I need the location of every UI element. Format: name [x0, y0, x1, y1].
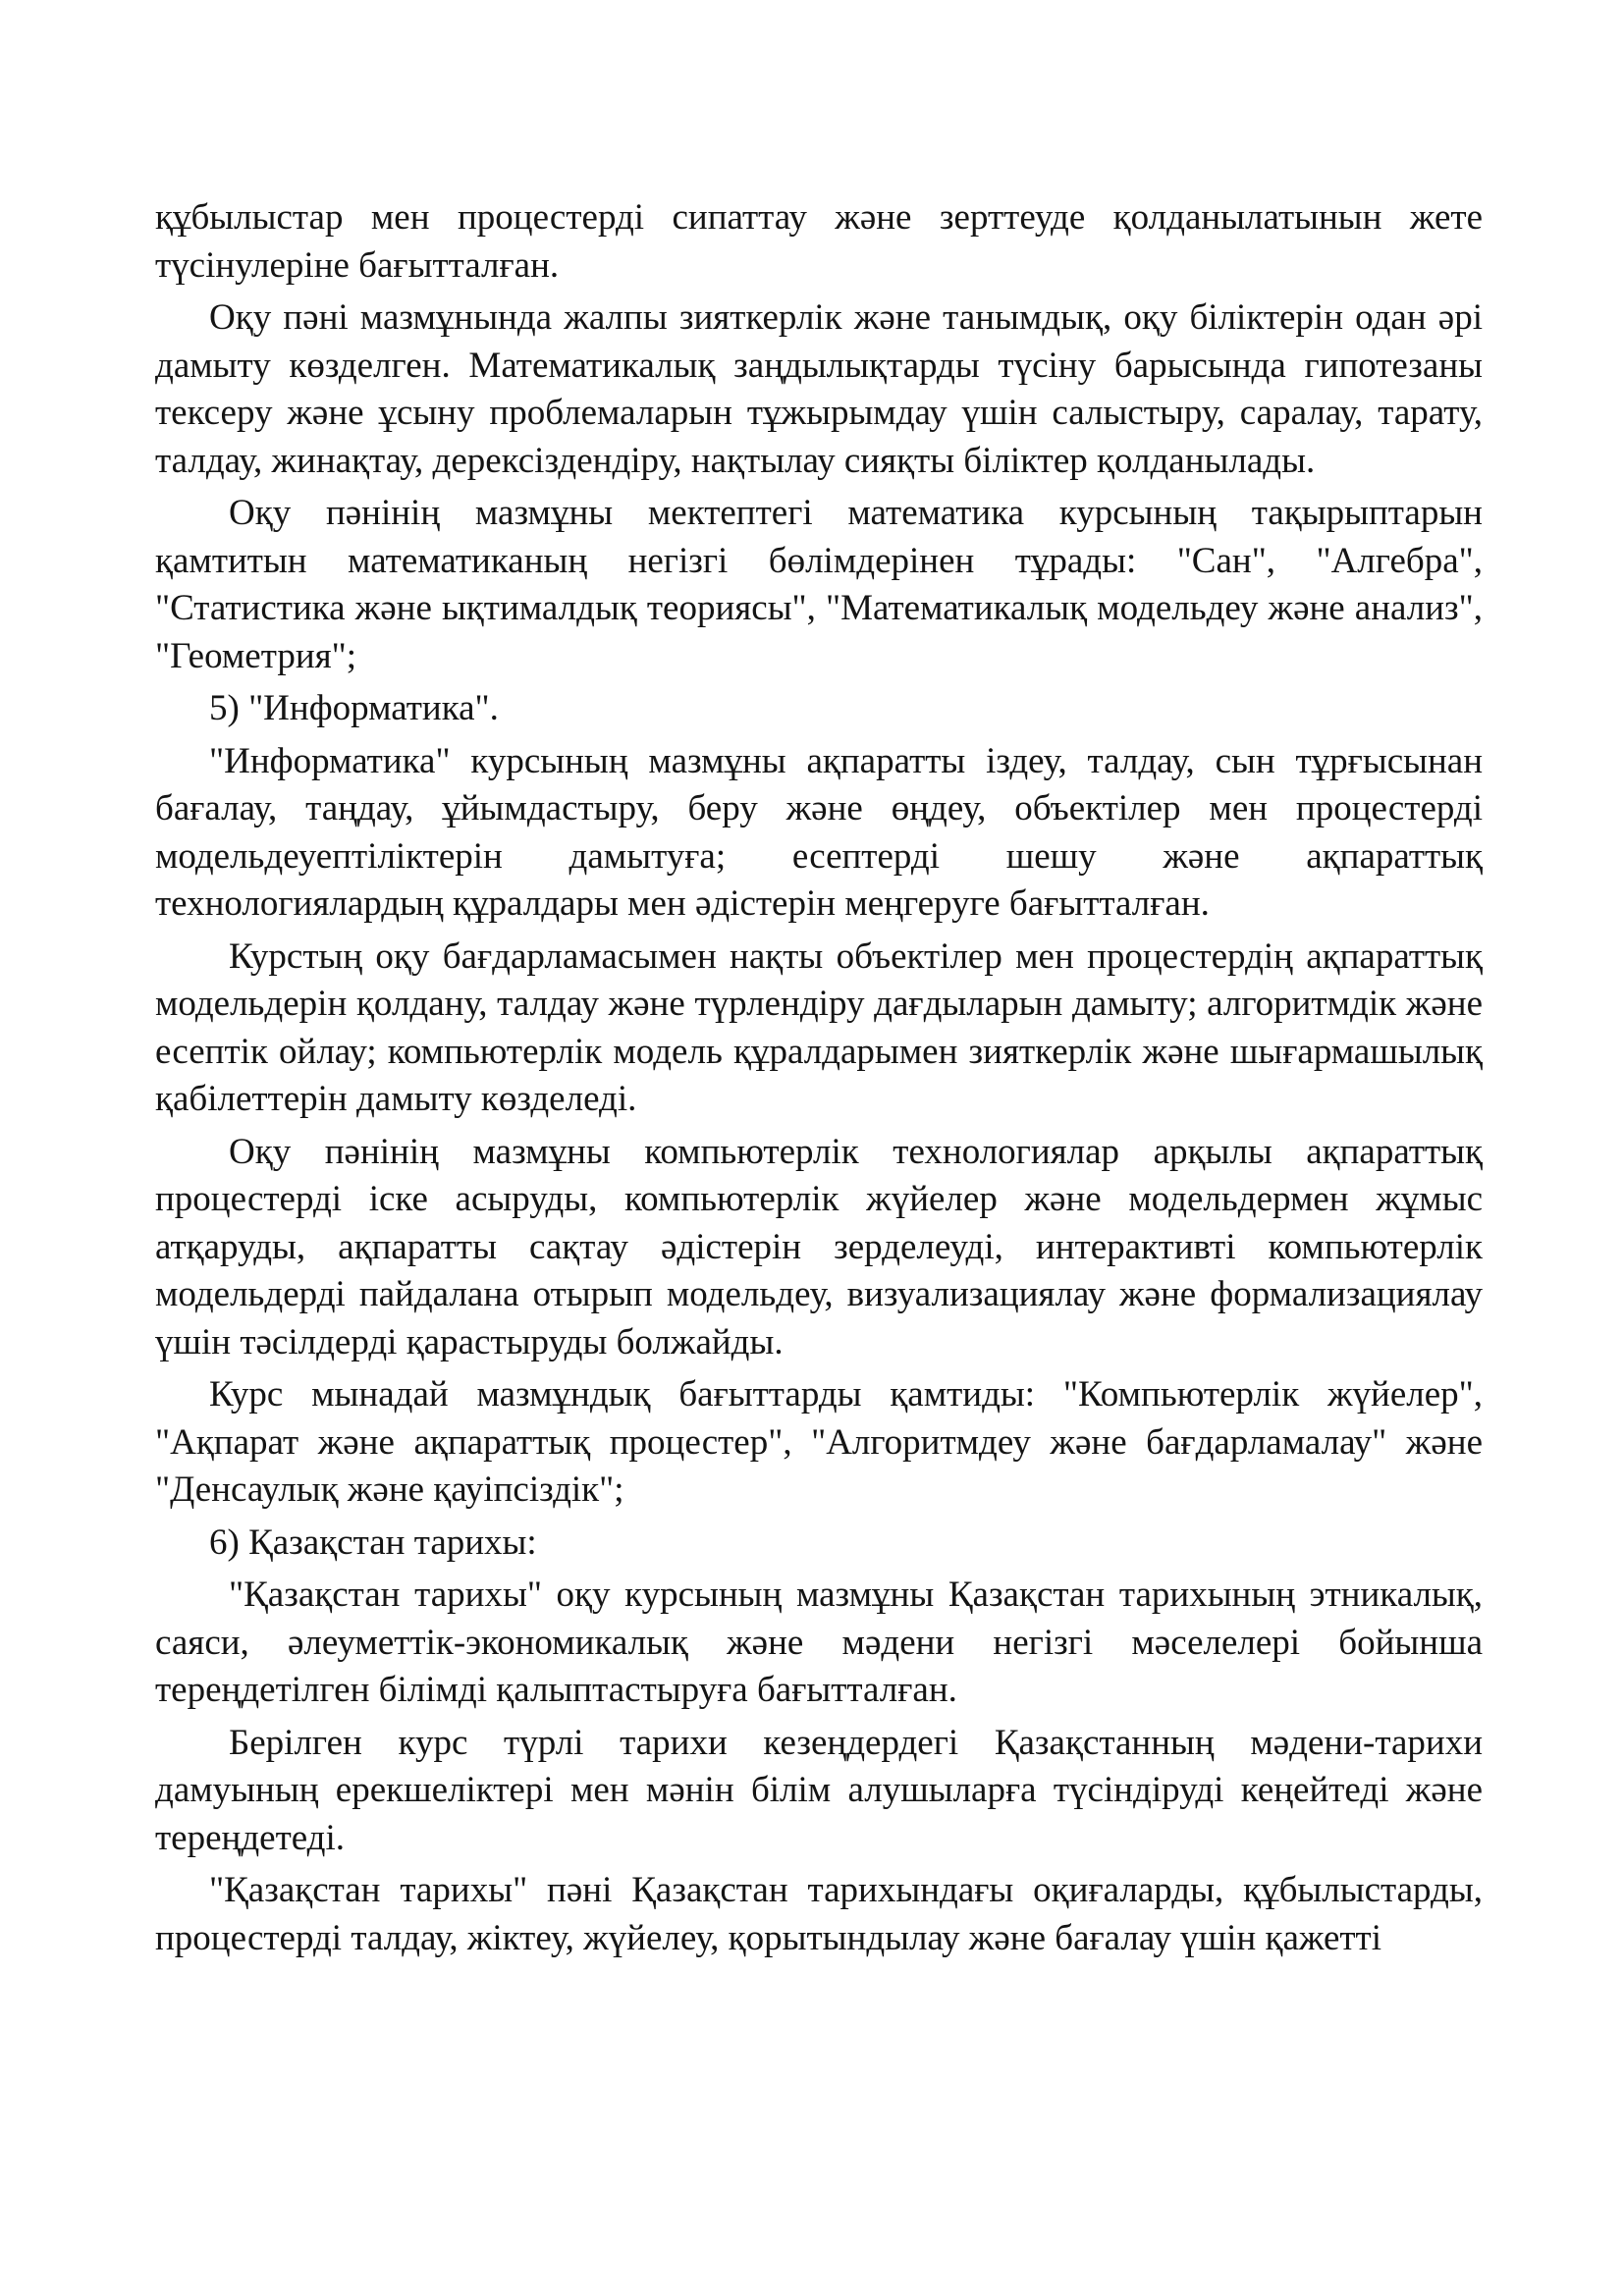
paragraph-informatics-subject: Оқу пәнінің мазмұны компьютерлік технологиялар арқылы ақпараттық процестерді іске асыруды, компьютерлік жүйелер және модельдермен жұмыс атқаруды, ақпаратты сақтау әдістерін зерделеуді, интерактивті компьютерлік модельдерді пайдалана отырып модельдеу, визуализациялау және формализациялау үшін тәсілдерді қарастыруды болжайды.: [155, 1131, 1483, 1362]
paragraph-informatics-program: Курстың оқу бағдарламасымен нақты объектілер мен процестердің ақпараттық модельдерін қолдану, талдау және түрлендіру дағдыларын дамыту; алгоритмдік және есептік ойлау; компьютерлік модель құралдарымен зияткерлік және шығармашылық қабілеттерін дамыту көзделеді.: [155, 935, 1483, 1119]
paragraph-math-skills: Оқу пәні мазмұнында жалпы зияткерлік және танымдық, оқу біліктерін одан әрі дамыту көзделген. Математикалық заңдылықтарды түсіну барысында гипотезаны тексеру және ұсыну проблемаларын тұжырымдау үшін салыстыру, саралау, тарату, талдау, жинақтау, дерексіздендіру, нақтылау сияқты біліктер қолданылады.: [155, 297, 1483, 481]
list-item-kazakhstan-history: 6) Қазақстан тарихы:: [209, 1522, 537, 1563]
paragraph-continuation: құбылыстар мен процестерді сипаттау және зерттеуде қолданылатынын жете түсінулеріне бағытталған.: [155, 197, 1483, 286]
paragraph-math-content: Оқу пәнінің мазмұны мектептегі математика курсының тақырыптарын қамтитын математиканың негізгі бөлімдерінен тұрады: "Сан", "Алгебра", "Статистика және ықтималдық теориясы", "Математикалық модельдеу және анализ", "Геометрия";: [155, 493, 1483, 676]
paragraph-informatics-content: "Информатика" курсының мазмұны ақпаратты іздеу, талдау, сын тұрғысынан бағалау, таңдау, ұйымдастыру, беру және өңдеу, объектілер мен процестерді модельдеуептіліктерін дамытуға; есептерді шешу және ақпараттық технологиялардың құралдары мен әдістерін меңгеруге бағытталған.: [155, 740, 1483, 924]
list-item-informatics: 5) "Информатика".: [209, 688, 499, 728]
paragraph-history-subject: "Қазақстан тарихы" пәні Қазақстан тарихындағы оқиғаларды, құбылыстарды, процестерді талдау, жіктеу, жүйелеу, қорытындылау және бағалау үшін қажетті: [155, 1870, 1483, 1958]
paragraph-informatics-directions: Курс мынадай мазмұндық бағыттарды қамтиды: "Компьютерлік жүйелер", "Ақпарат және ақпараттық процестер", "Алгоритмдеу және бағдарламалау" және "Денсаулық және қауіпсіздік";: [155, 1374, 1483, 1510]
document-body: [155, 194, 1483, 1967]
paragraph-history-content: "Қазақстан тарихы" оқу курсының мазмұны Қазақстан тарихының этникалық, саяси, әлеуметтік-экономикалық және мәдени негізгі мәселелері бойынша тереңдетілген білімді қалыптастыруға бағытталған.: [155, 1575, 1483, 1710]
document-page: [155, 0, 1483, 2296]
paragraph-history-course: Берілген курс түрлі тарихи кезеңдердегі Қазақстанның мәдени-тарихи дамуының ерекшеліктері мен мәнін білім алушыларға түсіндіруді кеңейтеді және тереңдетеді.: [155, 1722, 1483, 1858]
